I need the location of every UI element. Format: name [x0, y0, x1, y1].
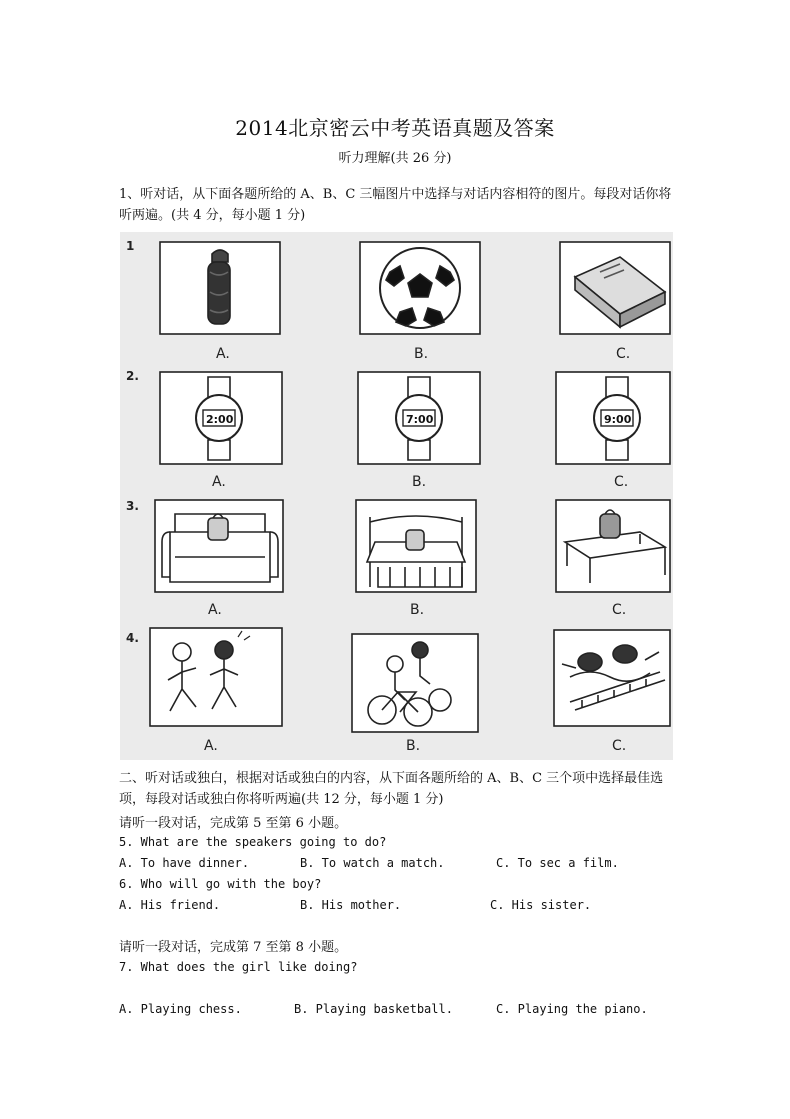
caption-1b: B.	[414, 346, 429, 362]
q6-option-c: C. His sister.	[490, 898, 592, 912]
group2-intro: 请听一段对话，完成第 7 至第 8 小题。	[119, 940, 348, 955]
caption-4c: C.	[612, 738, 627, 754]
picture-1a-water-bottle	[160, 242, 280, 334]
question-5: 5. What are the speakers going to do?	[119, 835, 387, 849]
row-number: 2.	[126, 369, 139, 383]
q7-option-a: A. Playing chess.	[119, 1002, 242, 1016]
picture-4c-swimming	[554, 630, 670, 726]
q7-option-c: C. Playing the piano.	[496, 1002, 648, 1016]
row-number: 4.	[126, 631, 139, 645]
question-6: 6. Who will go with the boy?	[119, 877, 322, 891]
picture-1c-book	[560, 242, 670, 334]
q5-option-c: C. To sec a film.	[496, 856, 619, 870]
watch-time-2b: 7:00	[406, 413, 434, 426]
picture-3c-backpack-on-table	[556, 500, 670, 592]
section2-instruction: 二、听对话或独白，根据对话或独白的内容，从下面各题所给的 A、B、C 三个项中选择最佳选项，每段对话或独白你将听两遍(共 12 分，每小题 1 分)	[119, 771, 664, 807]
q5-option-b: B. To watch a match.	[300, 856, 445, 870]
caption-3b: B.	[410, 602, 425, 618]
picture-grid	[120, 232, 673, 760]
caption-2a: A.	[212, 474, 226, 490]
picture-2b-watch	[358, 372, 480, 464]
caption-3c: C.	[612, 602, 627, 618]
page-subtitle: 听力理解(共 26 分)	[338, 151, 452, 166]
page-title: 2014北京密云中考英语真题及答案	[235, 116, 555, 140]
picture-4a-running	[150, 628, 282, 726]
caption-2b: B.	[412, 474, 427, 490]
caption-1c: C.	[616, 346, 631, 362]
picture-2a-watch	[160, 372, 282, 464]
picture-1b-soccer-ball	[360, 242, 480, 334]
row-number: 3.	[126, 499, 139, 513]
q5-option-a: A. To have dinner.	[119, 856, 250, 870]
caption-3a: A.	[208, 602, 222, 618]
picture-3a-backpack-on-sofa	[155, 500, 283, 592]
picture-2c-watch	[556, 372, 670, 464]
row-number: 1	[126, 239, 135, 253]
section1-instruction: 1、听对话，从下面各题所给的 A、B、C 三幅图片中选择与对话内容相符的图片。每段对话你将听两遍。(共 4 分，每小题 1 分)	[119, 187, 672, 223]
caption-2c: C.	[614, 474, 629, 490]
picture-3b-backpack-on-bed	[356, 500, 476, 592]
caption-1a: A.	[216, 346, 230, 362]
q7-option-b: B. Playing basketball.	[294, 1002, 453, 1016]
watch-time-2a: 2:00	[206, 413, 234, 426]
picture-4b-cycling	[352, 634, 478, 732]
caption-4b: B.	[406, 738, 421, 754]
question-7: 7. What does the girl like doing?	[119, 960, 358, 974]
q6-option-a: A. His friend.	[119, 898, 221, 912]
watch-time-2c: 9:00	[604, 413, 632, 426]
q6-option-b: B. His mother.	[300, 898, 402, 912]
group1-intro: 请听一段对话，完成第 5 至第 6 小题。	[119, 816, 348, 831]
caption-4a: A.	[204, 738, 218, 754]
